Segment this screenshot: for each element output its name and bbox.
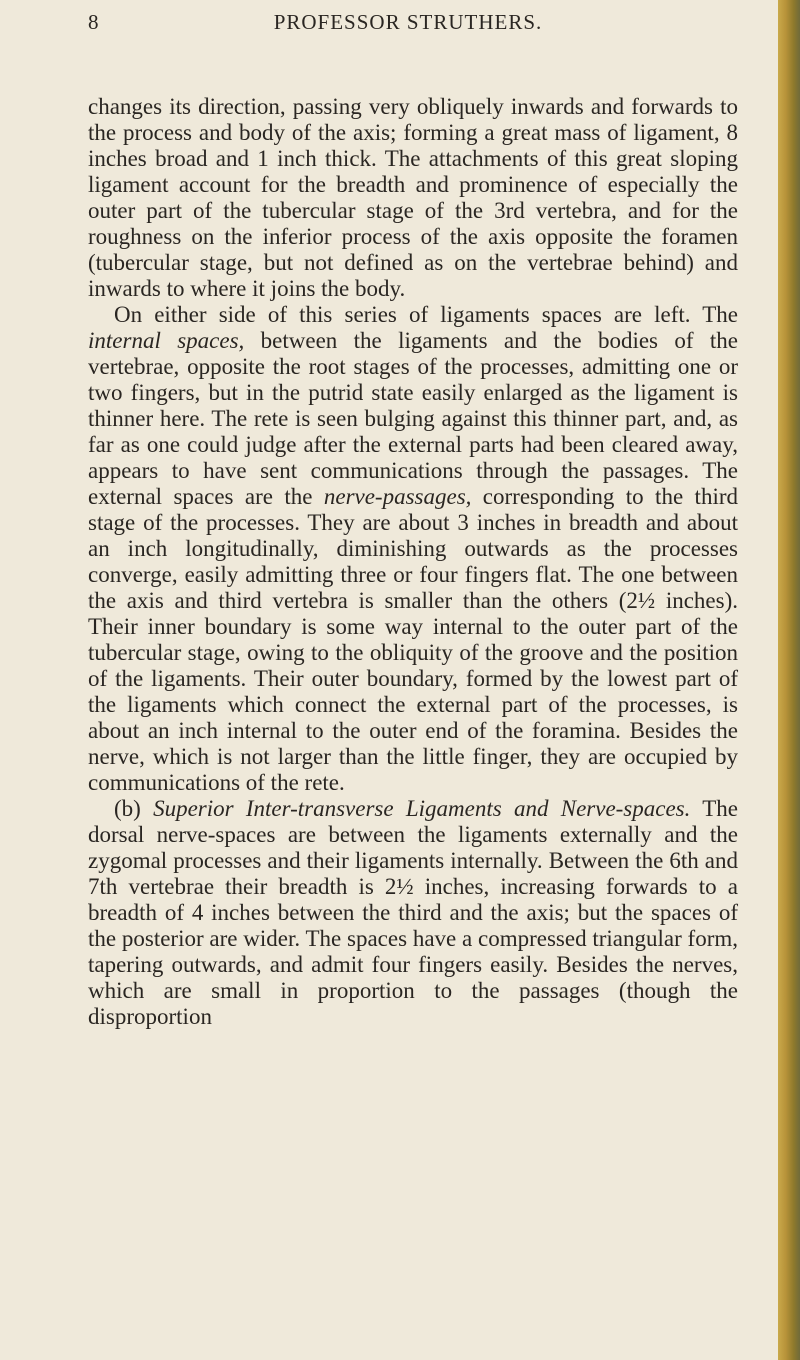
paragraph-text: between the ligaments and the bodies of the vertebrae, opposite the root stages of the processes, admitting one or two fingers, but in the putrid state easily enlarged as the ligament is thinner here. The rete is seen bulging against this thinner part, and, as far as one could judge after the external parts had been cleared away, appears to have sent communications through the passages. The external spaces are the xyxy=(88,328,738,509)
running-head xyxy=(88,10,728,40)
running-head-title: PROFESSOR STRUTHERS. xyxy=(273,10,543,34)
term-internal-spaces: internal spaces, xyxy=(88,328,245,353)
section-heading: Superior Inter-transverse Ligaments and Nerve-spaces. xyxy=(153,796,691,821)
page-edge xyxy=(778,0,800,1360)
paragraph-spaces xyxy=(88,302,738,796)
paragraph-text: The dorsal nerve-spaces are between the ligaments externally and the zygomal processes and their ligaments internally. Between the 6th and 7th vertebrae their breadth is 2½ inches, increasing forwards to a breadth of 4 inches between the third and the axis; but the spaces of the posterior are wider. The spaces have a compressed triangular form, tapering outwards, and admit four fingers easily. Besides the nerves, which are small in proportion to the passages (though the disproportion xyxy=(88,796,739,1029)
paragraph-superior-ligaments xyxy=(88,796,738,1030)
term-nerve-passages: nerve-passages, xyxy=(323,484,472,509)
body-text xyxy=(88,94,738,1030)
paragraph-text: corresponding to the third stage of the processes. They are about 3 inches in breadth and about an inch longitudinally, diminishing outwards as the processes converge, easily admitting three or four fingers flat. The one between the axis and third vertebra is smaller than the others (2½ inches). Their inner boundary is some way internal to the outer part of the tubercular stage, owing to the obliquity of the groove and the position of the ligaments. Their outer boundary, formed by the lowest part of the ligaments which connect the external part of the processes, is about an inch internal to the outer end of the foramina. Besides the nerve, which is not larger than the little finger, they are occupied by communications of the rete. xyxy=(88,484,738,795)
paragraph-continuation: changes its direction, passing very obliquely inwards and forwards to the process and body of the axis; forming a great mass of ligament, 8 inches broad and 1 inch thick. The attachments of this great sloping ligament account for the breadth and prominence of especially the outer part of the tubercular stage of the 3rd vertebra, and for the roughness on the inferior process of the axis opposite the foramen (tubercular stage, but not defined as on the vertebrae behind) and inwards to where it joins the body. xyxy=(88,94,738,301)
paragraph-text: (b) xyxy=(114,796,154,821)
paragraph-text: On either side of this series of ligaments spaces are left. The xyxy=(114,302,738,327)
page-number: 8 xyxy=(88,10,100,34)
